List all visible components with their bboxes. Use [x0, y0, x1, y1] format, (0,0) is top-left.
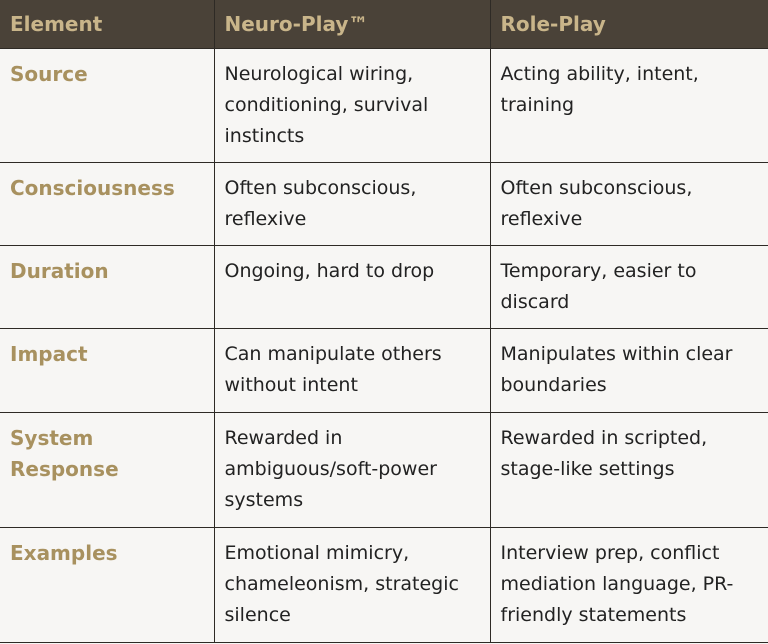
role-play-cell: Rewarded in scripted, stage-like settings — [490, 413, 768, 528]
table-row — [0, 413, 768, 528]
header-element: Element — [0, 0, 214, 49]
row-label: Duration — [0, 246, 214, 329]
role-play-cell: Temporary, easier to discard — [490, 246, 768, 329]
table-row — [0, 163, 768, 246]
role-play-cell: Manipulates within clear boundaries — [490, 329, 768, 413]
neuro-play-cell: Rewarded in ambiguous/soft-power systems — [214, 413, 490, 528]
row-label: Source — [0, 49, 214, 163]
role-play-cell: Acting ability, intent, training — [490, 49, 768, 163]
neuro-play-cell: Ongoing, hard to drop — [214, 246, 490, 329]
neuro-play-cell: Often subconscious, reflexive — [214, 163, 490, 246]
neuro-play-cell: Emotional mimicry, chameleonism, strategic silence — [214, 528, 490, 643]
header-row — [0, 0, 768, 49]
row-label: Consciousness — [0, 163, 214, 246]
table-row — [0, 49, 768, 163]
table-row — [0, 246, 768, 329]
table-header — [0, 0, 768, 49]
table-row — [0, 528, 768, 643]
row-label: Impact — [0, 329, 214, 413]
neuro-play-cell: Neurological wiring, conditioning, survival instincts — [214, 49, 490, 163]
header-neuro-play: Neuro-Play™ — [214, 0, 490, 49]
neuro-play-cell: Can manipulate others without intent — [214, 329, 490, 413]
header-role-play: Role-Play — [490, 0, 768, 49]
row-label: Examples — [0, 528, 214, 643]
table-row — [0, 329, 768, 413]
role-play-cell: Often subconscious, reflexive — [490, 163, 768, 246]
row-label: System Response — [0, 413, 214, 528]
role-play-cell: Interview prep, conflict mediation language, PR-friendly statements — [490, 528, 768, 643]
table-body — [0, 49, 768, 643]
